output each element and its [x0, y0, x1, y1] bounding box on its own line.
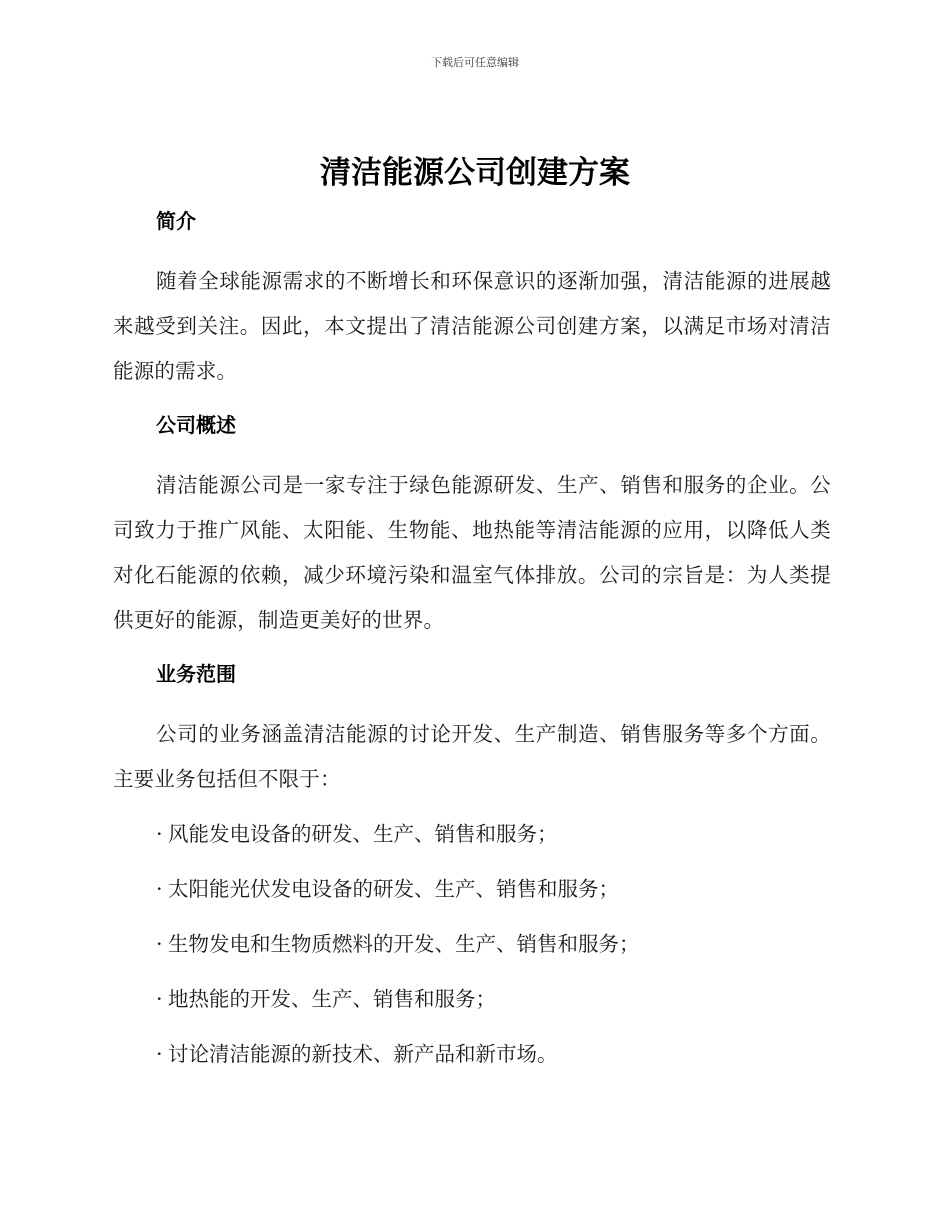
- list-item: [113, 1032, 831, 1077]
- intro-paragraph: 随着全球能源需求的不断增长和环保意识的逐渐加强，清洁能源的进展越来越受到关注。因此，本文提出了清洁能源公司创建方案，以满足市场对清洁能源的需求。: [113, 269, 831, 383]
- bullet-dot-icon: ·: [156, 932, 163, 956]
- list-item-text: 生物发电和生物质燃料的开发、生产、销售和服务；: [168, 932, 640, 956]
- document-body: [113, 204, 831, 1087]
- list-item: [113, 867, 831, 912]
- overview-paragraph: 清洁能源公司是一家专注于绿色能源研发、生产、销售和服务的企业。公司致力于推广风能、太阳能、生物能、地热能等清洁能源的应用，以降低人类对化石能源的依赖，减少环境污染和温室气体排放。公司的宗旨是：为人类提供更好的能源，制造更美好的世界。: [113, 473, 831, 632]
- list-item-text: 讨论清洁能源的新技术、新产品和新市场。: [168, 1042, 558, 1066]
- document-title: 清洁能源公司创建方案: [320, 155, 630, 191]
- section-heading-overview: 公司概述: [156, 413, 236, 437]
- bullet-dot-icon: ·: [156, 877, 163, 901]
- bullet-dot-icon: ·: [156, 987, 163, 1011]
- list-item-text: 地热能的开发、生产、销售和服务；: [168, 987, 496, 1011]
- page-header-note: 下载后可任意编辑: [431, 56, 519, 69]
- list-item-text: 风能发电设备的研发、生产、销售和服务；: [168, 822, 558, 846]
- bullet-dot-icon: ·: [156, 822, 163, 846]
- business-scope-paragraph: 公司的业务涵盖清洁能源的讨论开发、生产制造、销售服务等多个方面。主要业务包括但不限于：: [113, 722, 831, 791]
- bullet-dot-icon: ·: [156, 1042, 163, 1066]
- list-item-text: 太阳能光伏发电设备的研发、生产、销售和服务；: [168, 877, 619, 901]
- section-heading-business-scope: 业务范围: [156, 662, 236, 686]
- list-item: [113, 812, 831, 857]
- business-list: [113, 812, 831, 1077]
- section-heading-intro: 简介: [156, 209, 196, 233]
- list-item: [113, 922, 831, 967]
- list-item: [113, 977, 831, 1022]
